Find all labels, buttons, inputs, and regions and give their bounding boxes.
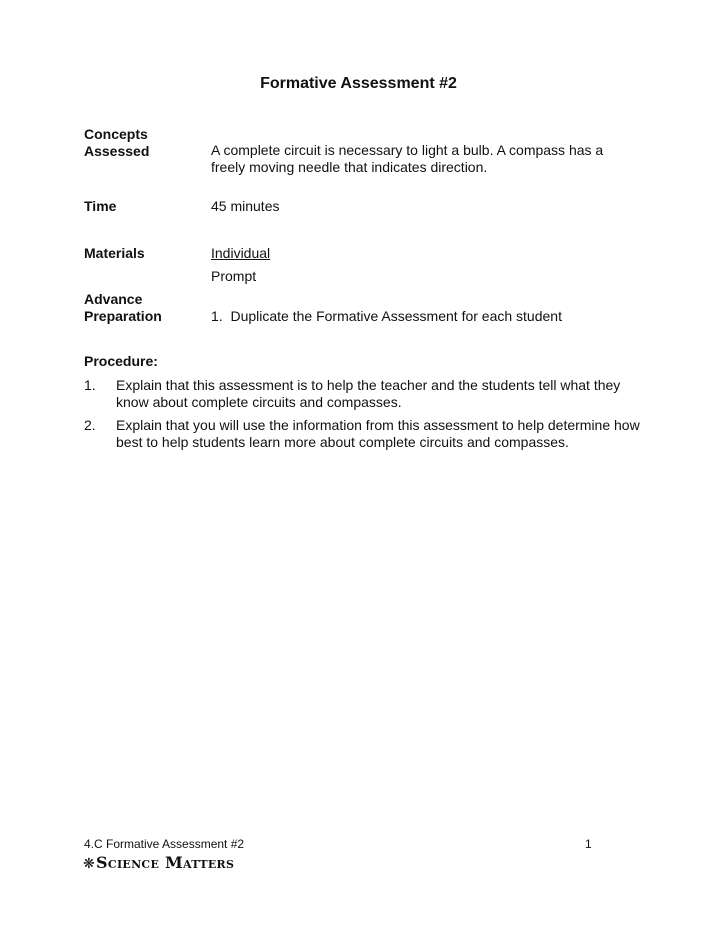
procedure-step-number: 2. [84,417,96,433]
asterisk-flower-icon: ❋ [83,856,96,872]
footer-document-label: 4.C Formative Assessment #2 [84,837,245,851]
concepts-assessed-label [84,126,149,159]
materials-individual-heading: Individual [211,245,271,261]
advance-preparation-label [84,291,162,324]
step-text: Duplicate the Formative Assessment for each student [230,308,562,324]
concepts-label-line1: Concepts [84,126,148,142]
footer-page-number: 1 [585,837,592,851]
materials-item-prompt: Prompt [211,268,257,284]
procedure-heading: Procedure: [84,353,158,369]
logo-text: Science Matters [96,853,235,872]
time-value: 45 minutes [211,198,280,214]
page-title: Formative Assessment #2 [260,75,457,92]
science-matters-logo [83,853,234,872]
concepts-assessed-value: A complete circuit is necessary to light a bulb. A compass has a freely moving needle that indicates direction. [211,142,604,175]
advance-label-line2: Preparation [84,307,162,324]
step-number: 1. [211,308,223,324]
procedure-step-text: Explain that this assessment is to help the teacher and the students tell what they know about complete circuits and compasses. [116,377,621,410]
time-label: Time [84,198,117,214]
procedure-step-text: Explain that you will use the information from this assessment to help determine how best to help students learn more about complete circuits and compasses. [116,417,640,450]
advance-label-line1: Advance [84,291,143,307]
advance-preparation-step [211,308,631,325]
procedure-step-number: 1. [84,377,96,393]
materials-label: Materials [84,245,145,261]
concepts-label-line2: Assessed [84,142,150,159]
